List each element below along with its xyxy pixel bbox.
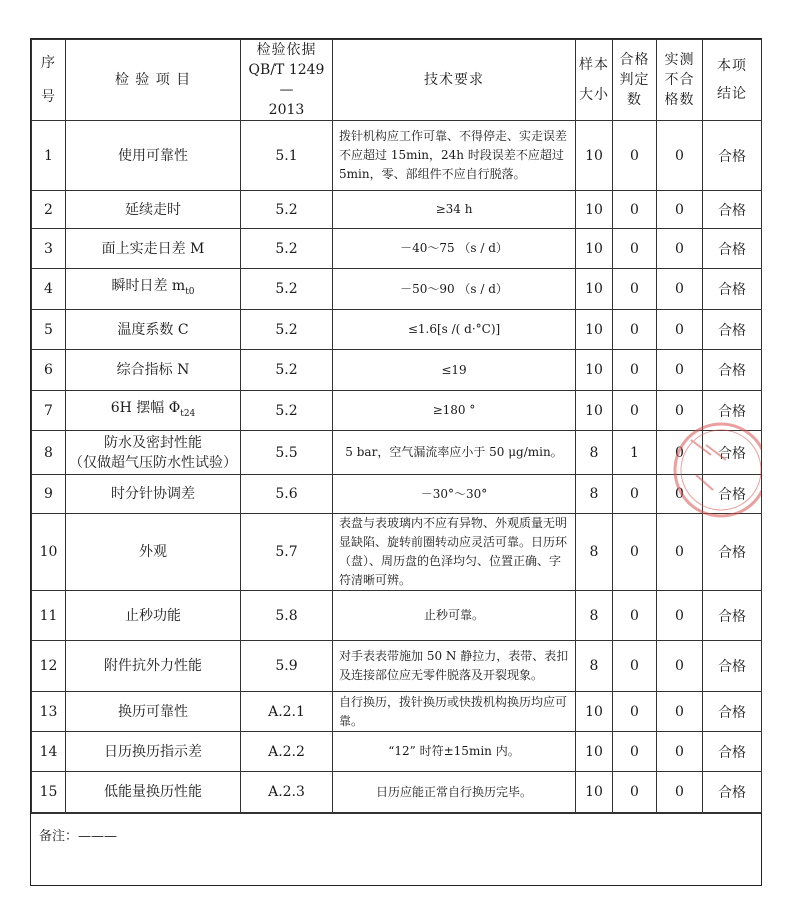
row-basis: 5.2 [241, 350, 333, 391]
row-pass-count: 0 [613, 772, 657, 813]
header-conclusion: 本项 结论 [703, 40, 762, 121]
row-pass-count: 0 [613, 514, 657, 591]
row-pass-count: 0 [613, 692, 657, 732]
row-requirement: ≥34 h [333, 191, 576, 229]
row-item: 使用可靠性 [66, 121, 241, 191]
row-sample: 10 [576, 310, 613, 350]
row-pass-count: 0 [613, 591, 657, 641]
row-conclusion: 合格 [703, 229, 762, 269]
row-basis: 5.7 [241, 514, 333, 591]
row-no: 5 [32, 310, 66, 350]
row-basis: 5.2 [241, 191, 333, 229]
row-requirement: ≥180 ° [333, 391, 576, 431]
row-sample: 10 [576, 732, 613, 772]
row-sample: 10 [576, 191, 613, 229]
row-item: 换历可靠性 [66, 692, 241, 732]
row-fail-count: 0 [657, 475, 703, 514]
row-sample: 10 [576, 121, 613, 191]
row-basis: 5.9 [241, 641, 333, 692]
row-item: 防水及密封性能 （仅做超气压防水性试验） [66, 431, 241, 475]
row-sample: 10 [576, 692, 613, 732]
row-conclusion: 合格 [703, 121, 762, 191]
row-item: 止秒功能 [66, 591, 241, 641]
row-pass-count: 0 [613, 269, 657, 310]
table-body [32, 121, 762, 813]
row-fail-count: 0 [657, 772, 703, 813]
row-no: 11 [32, 591, 66, 641]
row-pass-count: 0 [613, 350, 657, 391]
row-fail-count: 0 [657, 692, 703, 732]
row-item: 温度系数 C [66, 310, 241, 350]
row-fail-count: 0 [657, 431, 703, 475]
row-fail-count: 0 [657, 391, 703, 431]
row-fail-count: 0 [657, 191, 703, 229]
inspection-sheet [30, 38, 762, 886]
row-requirement: －40～75 （s / d） [333, 229, 576, 269]
table-row [32, 431, 762, 475]
row-conclusion: 合格 [703, 692, 762, 732]
row-item: 6H 摆幅 $\Phi_{t24}$ [66, 391, 241, 431]
table-row [32, 641, 762, 692]
table-row [32, 310, 762, 350]
header-no: 序 号 [32, 40, 66, 121]
row-no: 14 [32, 732, 66, 772]
row-no: 9 [32, 475, 66, 514]
row-sample: 8 [576, 591, 613, 641]
row-no: 15 [32, 772, 66, 813]
row-requirement: 日历应能正常自行换历完毕。 [333, 772, 576, 813]
row-sample: 10 [576, 350, 613, 391]
row-requirement: －50～90 （s / d） [333, 269, 576, 310]
row-conclusion: 合格 [703, 591, 762, 641]
header-sample: 样本 大小 [576, 40, 613, 121]
row-item: 时分针协调差 [66, 475, 241, 514]
header-pass-count: 合格 判定 数 [613, 40, 657, 121]
header-row [32, 40, 762, 121]
row-basis: A.2.3 [241, 772, 333, 813]
row-basis: 5.2 [241, 310, 333, 350]
row-sample: 10 [576, 772, 613, 813]
row-conclusion: 合格 [703, 191, 762, 229]
table-row [32, 121, 762, 191]
row-conclusion: 合格 [703, 772, 762, 813]
row-item: 延续走时 [66, 191, 241, 229]
row-requirement: 表盘与表玻璃内不应有异物、外观质量无明显缺陷、旋转前圈转动应灵活可靠。日历环（盘）、周历盘的色泽均匀、位置正确、字符清晰可辨。 [333, 514, 576, 591]
row-no: 1 [32, 121, 66, 191]
row-requirement: －30°～30° [333, 475, 576, 514]
row-conclusion: 合格 [703, 431, 762, 475]
row-basis: 5.2 [241, 229, 333, 269]
row-sample: 8 [576, 431, 613, 475]
row-sample: 10 [576, 391, 613, 431]
row-requirement: 止秒可靠。 [333, 591, 576, 641]
row-requirement: ≤1.6[s /( d·°C)] [333, 310, 576, 350]
row-fail-count: 0 [657, 591, 703, 641]
row-basis: 5.6 [241, 475, 333, 514]
row-conclusion: 合格 [703, 475, 762, 514]
row-fail-count: 0 [657, 732, 703, 772]
table-row [32, 514, 762, 591]
table-row [32, 475, 762, 514]
header-fail-count: 实测 不合 格数 [657, 40, 703, 121]
row-fail-count: 0 [657, 121, 703, 191]
row-sample: 8 [576, 475, 613, 514]
row-requirement: 5 bar，空气漏流率应小于 50 μg/min。 [333, 431, 576, 475]
row-pass-count: 0 [613, 391, 657, 431]
row-basis: A.2.1 [241, 692, 333, 732]
table-row [32, 772, 762, 813]
row-conclusion: 合格 [703, 350, 762, 391]
row-pass-count: 0 [613, 732, 657, 772]
row-no: 10 [32, 514, 66, 591]
row-no: 4 [32, 269, 66, 310]
table-row [32, 391, 762, 431]
row-conclusion: 合格 [703, 641, 762, 692]
table-row [32, 591, 762, 641]
row-conclusion: 合格 [703, 310, 762, 350]
row-fail-count: 0 [657, 229, 703, 269]
row-fail-count: 0 [657, 514, 703, 591]
header-item: 检 验 项 目 [66, 40, 241, 121]
row-sample: 8 [576, 514, 613, 591]
row-no: 8 [32, 431, 66, 475]
row-basis: A.2.2 [241, 732, 333, 772]
row-item: 综合指标 N [66, 350, 241, 391]
header-requirement: 技术要求 [333, 40, 576, 121]
row-basis: 5.8 [241, 591, 333, 641]
row-conclusion: 合格 [703, 514, 762, 591]
row-item: 瞬时日差 $m_{t0}$ [66, 269, 241, 310]
row-basis: 5.1 [241, 121, 333, 191]
row-no: 2 [32, 191, 66, 229]
row-item: 面上实走日差 M [66, 229, 241, 269]
row-item: 附件抗外力性能 [66, 641, 241, 692]
row-pass-count: 0 [613, 641, 657, 692]
row-requirement: ≤19 [333, 350, 576, 391]
row-no: 13 [32, 692, 66, 732]
row-basis: 5.5 [241, 431, 333, 475]
table-row [32, 350, 762, 391]
row-sample: 10 [576, 269, 613, 310]
row-item: 外观 [66, 514, 241, 591]
row-fail-count: 0 [657, 350, 703, 391]
row-conclusion: 合格 [703, 269, 762, 310]
remarks: 备注：——— [31, 813, 761, 854]
row-pass-count: 0 [613, 310, 657, 350]
row-fail-count: 0 [657, 269, 703, 310]
table-row [32, 692, 762, 732]
row-conclusion: 合格 [703, 391, 762, 431]
row-no: 7 [32, 391, 66, 431]
row-pass-count: 0 [613, 229, 657, 269]
row-requirement: 自行换历，拨针换历或快拨机构换历均应可靠。 [333, 692, 576, 732]
row-sample: 8 [576, 641, 613, 692]
header-basis: 检验依据 QB/T 1249— 2013 [241, 40, 333, 121]
row-pass-count: 0 [613, 191, 657, 229]
row-fail-count: 0 [657, 310, 703, 350]
row-no: 3 [32, 229, 66, 269]
row-item: 日历换历指示差 [66, 732, 241, 772]
table-row [32, 191, 762, 229]
row-requirement: 对手表表带施加 50 N 静拉力，表带、表扣及连接部位应无零件脱落及开裂现象。 [333, 641, 576, 692]
row-requirement: “12” 时符±15min 内。 [333, 732, 576, 772]
row-conclusion: 合格 [703, 732, 762, 772]
table-row [32, 269, 762, 310]
row-sample: 10 [576, 229, 613, 269]
row-requirement: 拨针机构应工作可靠、不得停走、实走误差不应超过 15min，24h 时段误差不应超过5min，零、部组件不应自行脱落。 [333, 121, 576, 191]
row-item: 低能量换历性能 [66, 772, 241, 813]
row-basis: 5.2 [241, 269, 333, 310]
row-pass-count: 0 [613, 475, 657, 514]
row-no: 6 [32, 350, 66, 391]
row-pass-count: 1 [613, 431, 657, 475]
inspection-table [31, 39, 762, 813]
table-row [32, 732, 762, 772]
row-pass-count: 0 [613, 121, 657, 191]
table-row [32, 229, 762, 269]
row-basis: 5.2 [241, 391, 333, 431]
row-no: 12 [32, 641, 66, 692]
row-fail-count: 0 [657, 641, 703, 692]
